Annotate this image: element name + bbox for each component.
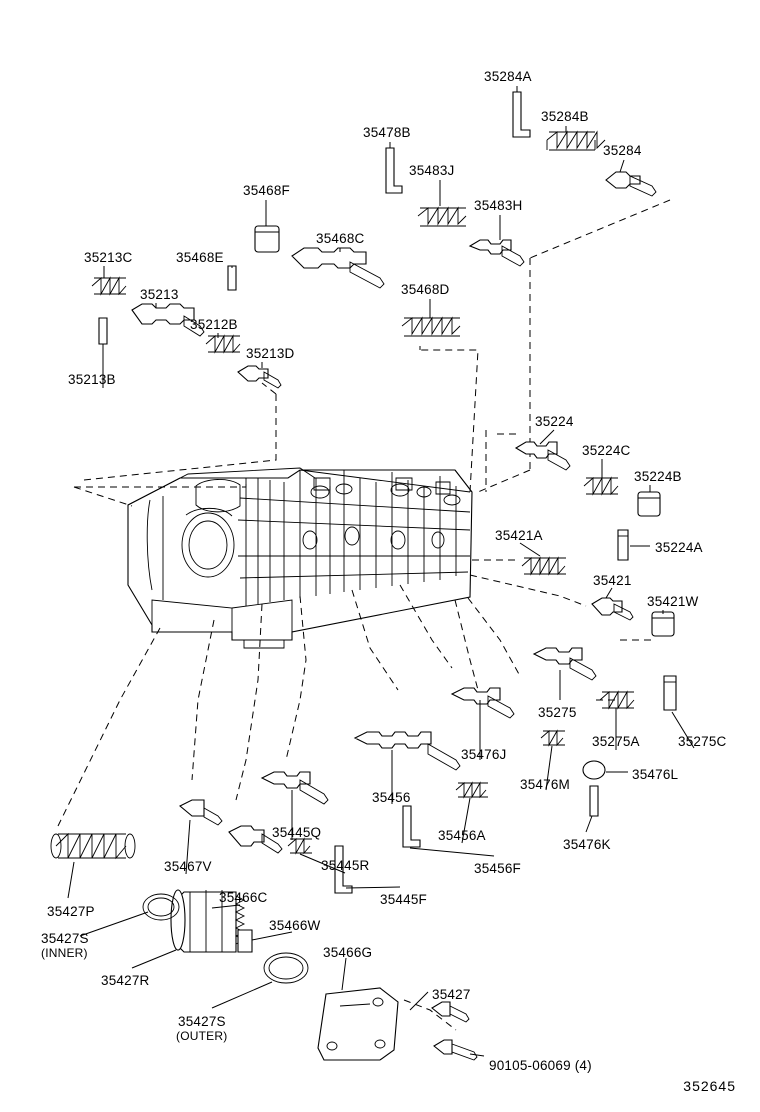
- part-label-35275C: 35275C: [678, 734, 727, 749]
- part-35213D: [238, 366, 281, 388]
- part-label-35468E: 35468E: [176, 250, 224, 265]
- part-35476K: [590, 786, 598, 816]
- part-35284: [606, 172, 656, 196]
- part-label-35476K: 35476K: [563, 837, 611, 852]
- part-35468F: [255, 226, 279, 252]
- part-label-35456F: 35456F: [474, 861, 521, 876]
- part-label-90105-06069: 90105-06069 (4): [489, 1058, 592, 1073]
- part-35275C: [664, 676, 676, 710]
- part-35476M: [541, 731, 565, 745]
- part-label-35468C: 35468C: [316, 231, 365, 246]
- part-35427S-outer: [264, 953, 308, 983]
- part-label-35456A: 35456A: [438, 828, 486, 843]
- part-label-35476J: 35476J: [461, 747, 507, 762]
- part-35467V: [180, 800, 222, 825]
- part-label-35275A: 35275A: [592, 734, 640, 749]
- part-35427-bolt: [432, 1002, 469, 1022]
- part-label-35483H: 35483H: [474, 198, 523, 213]
- part-35212B: [206, 336, 240, 352]
- part-label-35466W: 35466W: [269, 918, 321, 933]
- part-label-inner-note: (INNER): [41, 946, 88, 960]
- part-label-35427S-outer: 35427S: [178, 1014, 226, 1029]
- part-35456: [355, 732, 460, 770]
- part-label-35427R: 35427R: [101, 973, 150, 988]
- part-label-35456: 35456: [372, 790, 411, 805]
- part-label-outer-note: (OUTER): [176, 1029, 228, 1043]
- part-label-35427P: 35427P: [47, 904, 95, 919]
- part-label-35468F: 35468F: [243, 183, 290, 198]
- part-label-35476L: 35476L: [632, 767, 679, 782]
- part-label-35213B: 35213B: [68, 372, 116, 387]
- part-label-35224: 35224: [535, 414, 574, 429]
- part-label-35445R: 35445R: [321, 858, 370, 873]
- part-label-35284: 35284: [603, 143, 642, 158]
- part-35421: [592, 598, 633, 620]
- part-label-35478B: 35478B: [363, 125, 411, 140]
- part-label-35212B: 35212B: [190, 317, 238, 332]
- part-35478B: [386, 148, 402, 193]
- part-35421W: [652, 612, 674, 636]
- diagram-code: 352645: [683, 1078, 736, 1094]
- part-35421A: [522, 558, 566, 574]
- part-35445Q: [262, 772, 328, 804]
- part-35483H: [470, 240, 524, 266]
- part-label-35476M: 35476M: [520, 777, 570, 792]
- part-label-35224A: 35224A: [655, 540, 703, 555]
- part-label-35213C: 35213C: [84, 250, 133, 265]
- part-35224C: [584, 478, 618, 494]
- part-35468E: [228, 266, 236, 290]
- part-label-35284B: 35284B: [541, 109, 589, 124]
- part-35275: [534, 648, 596, 680]
- part-35284B: [547, 132, 605, 150]
- part-35427S-inner: [143, 894, 179, 920]
- part-label-35421A: 35421A: [495, 528, 543, 543]
- part-label-35467V: 35467V: [164, 859, 212, 874]
- part-label-35275: 35275: [538, 705, 577, 720]
- part-35456F: [403, 806, 420, 847]
- part-label-35421: 35421: [593, 573, 632, 588]
- part-35275A: [600, 692, 634, 708]
- part-label-35445Q: 35445Q: [272, 825, 322, 840]
- part-label-35213D: 35213D: [246, 346, 295, 361]
- part-35284A: [513, 92, 530, 137]
- part-label-35483J: 35483J: [409, 163, 455, 178]
- part-35468C: [292, 248, 384, 288]
- part-label-35213: 35213: [140, 287, 179, 302]
- part-label-35468D: 35468D: [401, 282, 450, 297]
- part-35483J: [418, 208, 466, 226]
- part-label-35427: 35427: [432, 987, 471, 1002]
- part-label-35284A: 35284A: [484, 69, 532, 84]
- part-90105-bolt: [434, 1040, 477, 1060]
- part-35468D: [402, 318, 460, 336]
- part-label-35445F: 35445F: [380, 892, 427, 907]
- part-label-35224B: 35224B: [634, 469, 682, 484]
- part-35476J: [452, 688, 514, 718]
- part-label-35466G: 35466G: [323, 945, 373, 960]
- part-label-35427S-inner: 35427S: [41, 931, 89, 946]
- part-label-35224C: 35224C: [582, 443, 631, 458]
- part-label-35421W: 35421W: [647, 594, 699, 609]
- part-35213B: [99, 318, 107, 344]
- part-35466W: [238, 930, 252, 952]
- part-35427P: [51, 834, 135, 858]
- part-35466G-bracket: [318, 988, 398, 1060]
- part-35456A: [456, 783, 488, 797]
- part-35224B: [638, 492, 660, 516]
- part-35224A: [618, 530, 628, 560]
- part-35476L: [583, 761, 605, 779]
- part-35213C: [92, 278, 126, 294]
- part-label-35466C: 35466C: [219, 890, 268, 905]
- part-35224: [516, 442, 570, 470]
